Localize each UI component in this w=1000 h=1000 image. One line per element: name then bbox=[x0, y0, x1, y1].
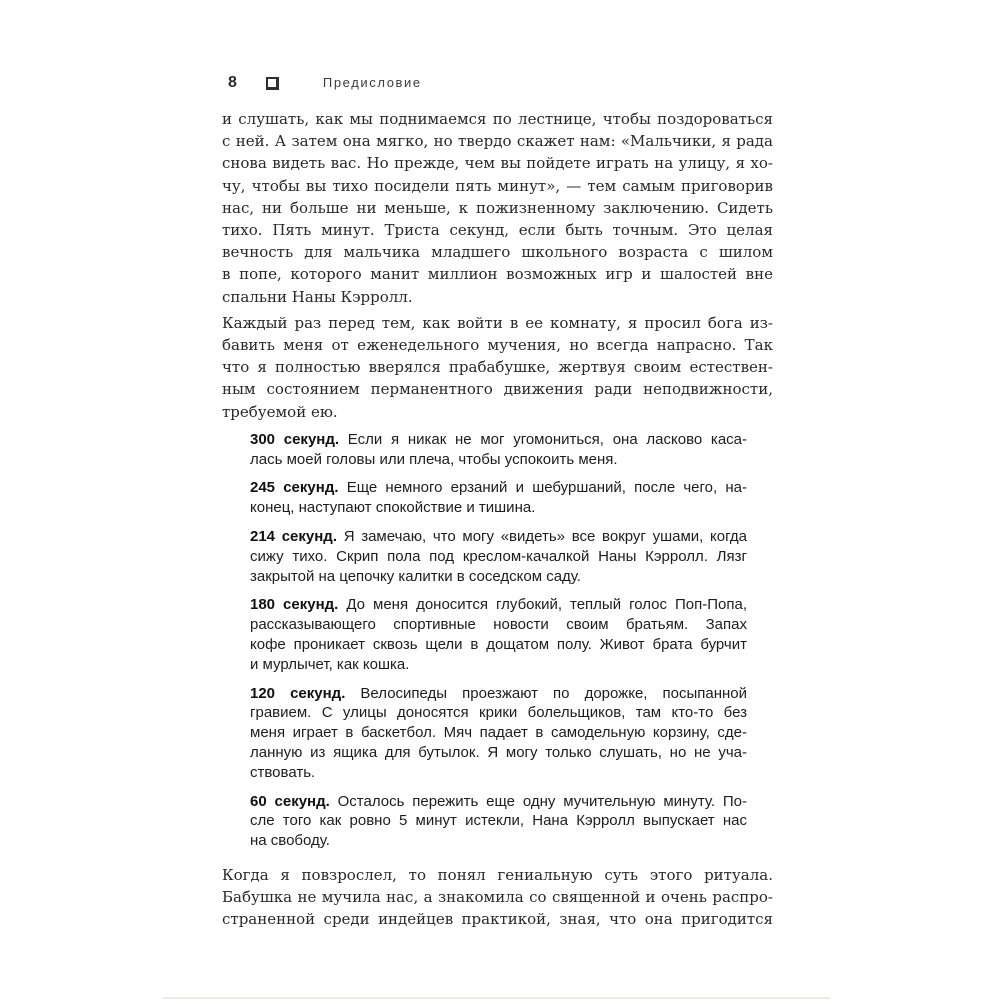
text-line: нас, ни больше ни меньше, к пожизненному заключению. Сидеть bbox=[222, 198, 773, 217]
text-line: 245 секунд. Еще немного ерзаний и шебуршаний, после чего, на- bbox=[250, 479, 747, 497]
text-line: меня играет в баскетбол. Мяч падает в самодельную корзину, сде- bbox=[250, 724, 747, 742]
text-line: Каждый раз перед тем, как войти в ее комнату, я просил бога из- bbox=[222, 313, 773, 332]
text-line: бавить меня от еженедельного мучения, но всегда напрасно. Так bbox=[222, 336, 773, 355]
text-line: Бабушка не мучила нас, а знакомила со священной и очень распро- bbox=[222, 888, 773, 907]
text-line: и слушать, как мы поднимаемся по лестнице, чтобы поздороваться bbox=[222, 110, 773, 128]
text-line: на свободу. bbox=[250, 832, 330, 850]
text-line: требуемой ею. bbox=[222, 402, 338, 421]
countdown-item bbox=[250, 684, 747, 783]
text-line: лась моей головы или плеча, чтобы успокоить меня. bbox=[250, 450, 618, 468]
text-line: рассказывающего спортивные новости своим братьям. Запах bbox=[250, 616, 747, 634]
text-line: кофе проникает сквозь щели в дощатом полу. Живот брата бурчит bbox=[250, 636, 747, 654]
text-line: конец, наступают спокойствие и тишина. bbox=[250, 499, 536, 517]
text-line: вечность для мальчика младшего школьного возраста с шилом bbox=[222, 243, 773, 262]
countdown-label: 60 секунд. bbox=[250, 792, 330, 810]
text-line: спальни Наны Кэрролл. bbox=[222, 287, 413, 306]
countdown-item bbox=[250, 527, 747, 586]
countdown-item bbox=[250, 595, 747, 674]
text-line: сижу тихо. Скрип пола под креслом-качалкой Наны Кэрролл. Лязг bbox=[250, 547, 747, 565]
paragraph-1 bbox=[222, 108, 773, 308]
text-line: 300 секунд. Если я никак не мог угомониться, она ласково каса- bbox=[250, 430, 747, 448]
text-line: снова видеть вас. Но прежде, чем вы пойдете играть на улицу, я хо- bbox=[222, 154, 773, 173]
text-line: гравием. С улицы доносятся крики болельщиков, там кто-то без bbox=[250, 704, 747, 722]
countdown-label: 180 секунд. bbox=[250, 596, 339, 614]
text-line: страненной среди индейцев практикой, зная, что она пригодится bbox=[222, 910, 773, 929]
countdown-label: 300 секунд. bbox=[250, 430, 340, 448]
text-line: ланную из ящика для бутылок. Я могу только слушать, но не уча- bbox=[250, 744, 747, 761]
countdown-list bbox=[250, 430, 747, 851]
text-line: сле того как ровно 5 минут истекли, Нана Кэрролл выпускает нас bbox=[250, 812, 747, 830]
text-line: Когда я повзрослел, то понял гениальную суть этого ритуала. bbox=[222, 865, 773, 884]
text-line: 214 секунд. Я замечаю, что могу «видеть» все вокруг ушами, когда bbox=[250, 528, 747, 546]
text-line: 180 секунд. До меня доносится глубокий, теплый голос Поп-Попа, bbox=[250, 596, 747, 614]
open-square-icon bbox=[266, 77, 279, 90]
text-line: 60 секунд. Осталось пережить еще одну мучительную минуту. По- bbox=[250, 792, 747, 810]
text-line: 120 секунд. Велосипеды проезжают по дорожке, посыпанной bbox=[250, 684, 747, 702]
text-line: что я полностью вверялся прабабушке, жертвуя своим естествен- bbox=[222, 358, 773, 377]
countdown-item bbox=[250, 430, 747, 470]
countdown-label: 245 секунд. bbox=[250, 479, 339, 497]
text-line: с ней. А затем она мягко, но твердо скажет нам: «Мальчики, я рада bbox=[222, 132, 773, 151]
text-line: ным состоянием перманентного движения ради неподвижности, bbox=[222, 380, 773, 399]
text-line: чу, чтобы вы тихо посидели пять минут», — тем самым приговорив bbox=[222, 176, 773, 195]
paragraph-2 bbox=[222, 312, 773, 423]
countdown-item bbox=[250, 792, 747, 851]
text-line: тихо. Пять минут. Триста секунд, если быть точным. Это целая bbox=[222, 221, 773, 240]
page-bottom-edge bbox=[163, 997, 830, 999]
text-column bbox=[222, 108, 773, 931]
text-line: и мурлычет, как кошка. bbox=[250, 655, 410, 673]
running-title: Предисловие bbox=[322, 75, 422, 90]
text-line: ствовать. bbox=[250, 763, 316, 781]
countdown-label: 120 секунд. bbox=[250, 684, 346, 702]
page-number: 8 bbox=[228, 74, 237, 91]
running-header bbox=[222, 72, 422, 94]
text-line: в попе, которого манит миллион возможных игр и шалостей вне bbox=[222, 265, 773, 284]
paragraph-3 bbox=[222, 864, 773, 931]
countdown-label: 214 секунд. bbox=[250, 528, 337, 546]
countdown-item bbox=[250, 478, 747, 518]
text-line: закрытой на цепочку калитки в соседском саду. bbox=[250, 567, 581, 585]
